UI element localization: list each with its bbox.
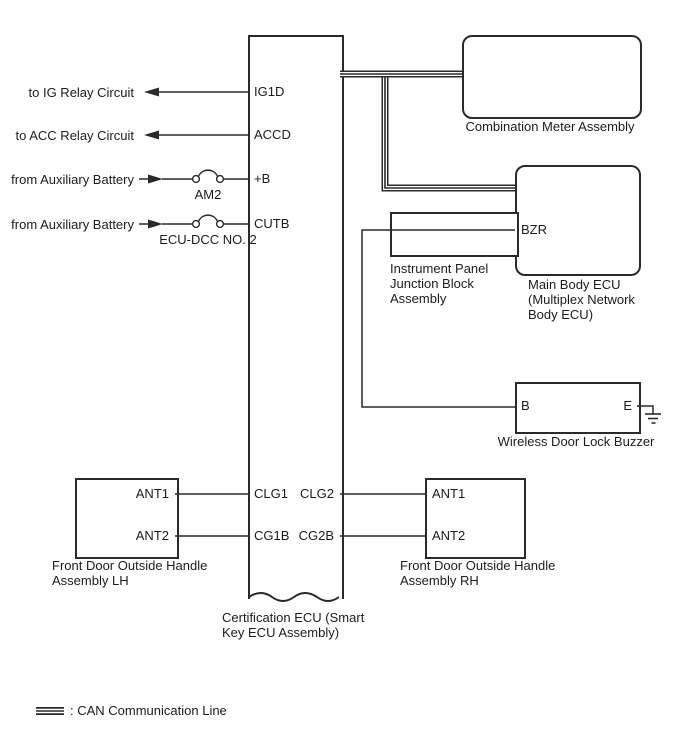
buzzer-label: Wireless Door Lock Buzzer [497, 434, 655, 449]
circuit-label-ig-relay: to IG Relay Circuit [28, 85, 134, 100]
label-line: Instrument Panel [390, 261, 489, 276]
label-line: Junction Block [390, 276, 474, 291]
fuse-ecu-dcc-icon [193, 215, 224, 227]
pin-rh-ant1: ANT1 [432, 486, 466, 501]
label-line: (Multiplex Network [528, 292, 635, 307]
label-line: Key ECU Assembly) [222, 625, 340, 640]
pin-plus-b: +B [254, 171, 271, 186]
junction-block-box [390, 212, 519, 257]
circuit-label-aux-battery-1: from Auxiliary Battery [11, 172, 134, 187]
pin-cg2b: CG2B [298, 528, 334, 543]
label-line: Assembly [390, 291, 447, 306]
label-line: Front Door Outside Handle [400, 558, 556, 573]
pin-bzr: BZR [521, 222, 547, 237]
pin-cutb: CUTB [254, 216, 290, 231]
pin-lh-ant2: ANT2 [135, 528, 169, 543]
arrow-right-icon [148, 175, 163, 184]
certification-ecu-box [248, 35, 344, 599]
combination-meter-label: Combination Meter Assembly [465, 119, 635, 134]
main-body-ecu-label [528, 277, 635, 322]
arrow-right-icon [148, 220, 163, 229]
front-door-rh-label [400, 558, 555, 588]
pin-ig1d: IG1D [254, 84, 285, 99]
main-body-ecu-box [515, 165, 641, 276]
fuse-am2-label: AM2 [194, 187, 222, 202]
pin-b: B [521, 398, 530, 413]
pin-e: E [623, 398, 632, 413]
pin-accd: ACCD [254, 127, 291, 142]
pin-clg2: CLG2 [300, 486, 334, 501]
label-line: Body ECU) [528, 307, 594, 322]
circuit-label-aux-battery-2: from Auxiliary Battery [11, 217, 134, 232]
ground-icon [645, 414, 661, 423]
arrowheads [144, 88, 163, 229]
front-door-lh-label [52, 558, 207, 588]
pin-lh-ant1: ANT1 [135, 486, 169, 501]
certification-ecu-label [222, 610, 364, 640]
junction-block-label [390, 261, 488, 306]
pin-rh-ant2: ANT2 [432, 528, 466, 543]
circuit-label-acc-relay: to ACC Relay Circuit [15, 128, 134, 143]
arrow-left-icon [144, 131, 159, 140]
fuse-ecu-dcc-label: ECU-DCC NO. 2 [159, 232, 257, 247]
label-line: Assembly LH [52, 573, 129, 588]
fuse-am2-icon [193, 170, 224, 182]
label-line: Main Body ECU [528, 277, 621, 292]
combination-meter-box [462, 35, 642, 119]
label-line: Certification ECU (Smart [222, 610, 365, 625]
legend-label: : CAN Communication Line [70, 703, 227, 718]
arrow-left-icon [144, 88, 159, 97]
pin-cg1b: CG1B [254, 528, 290, 543]
label-line: Assembly RH [400, 573, 479, 588]
label-line: Front Door Outside Handle [52, 558, 208, 573]
pin-clg1: CLG1 [254, 486, 288, 501]
